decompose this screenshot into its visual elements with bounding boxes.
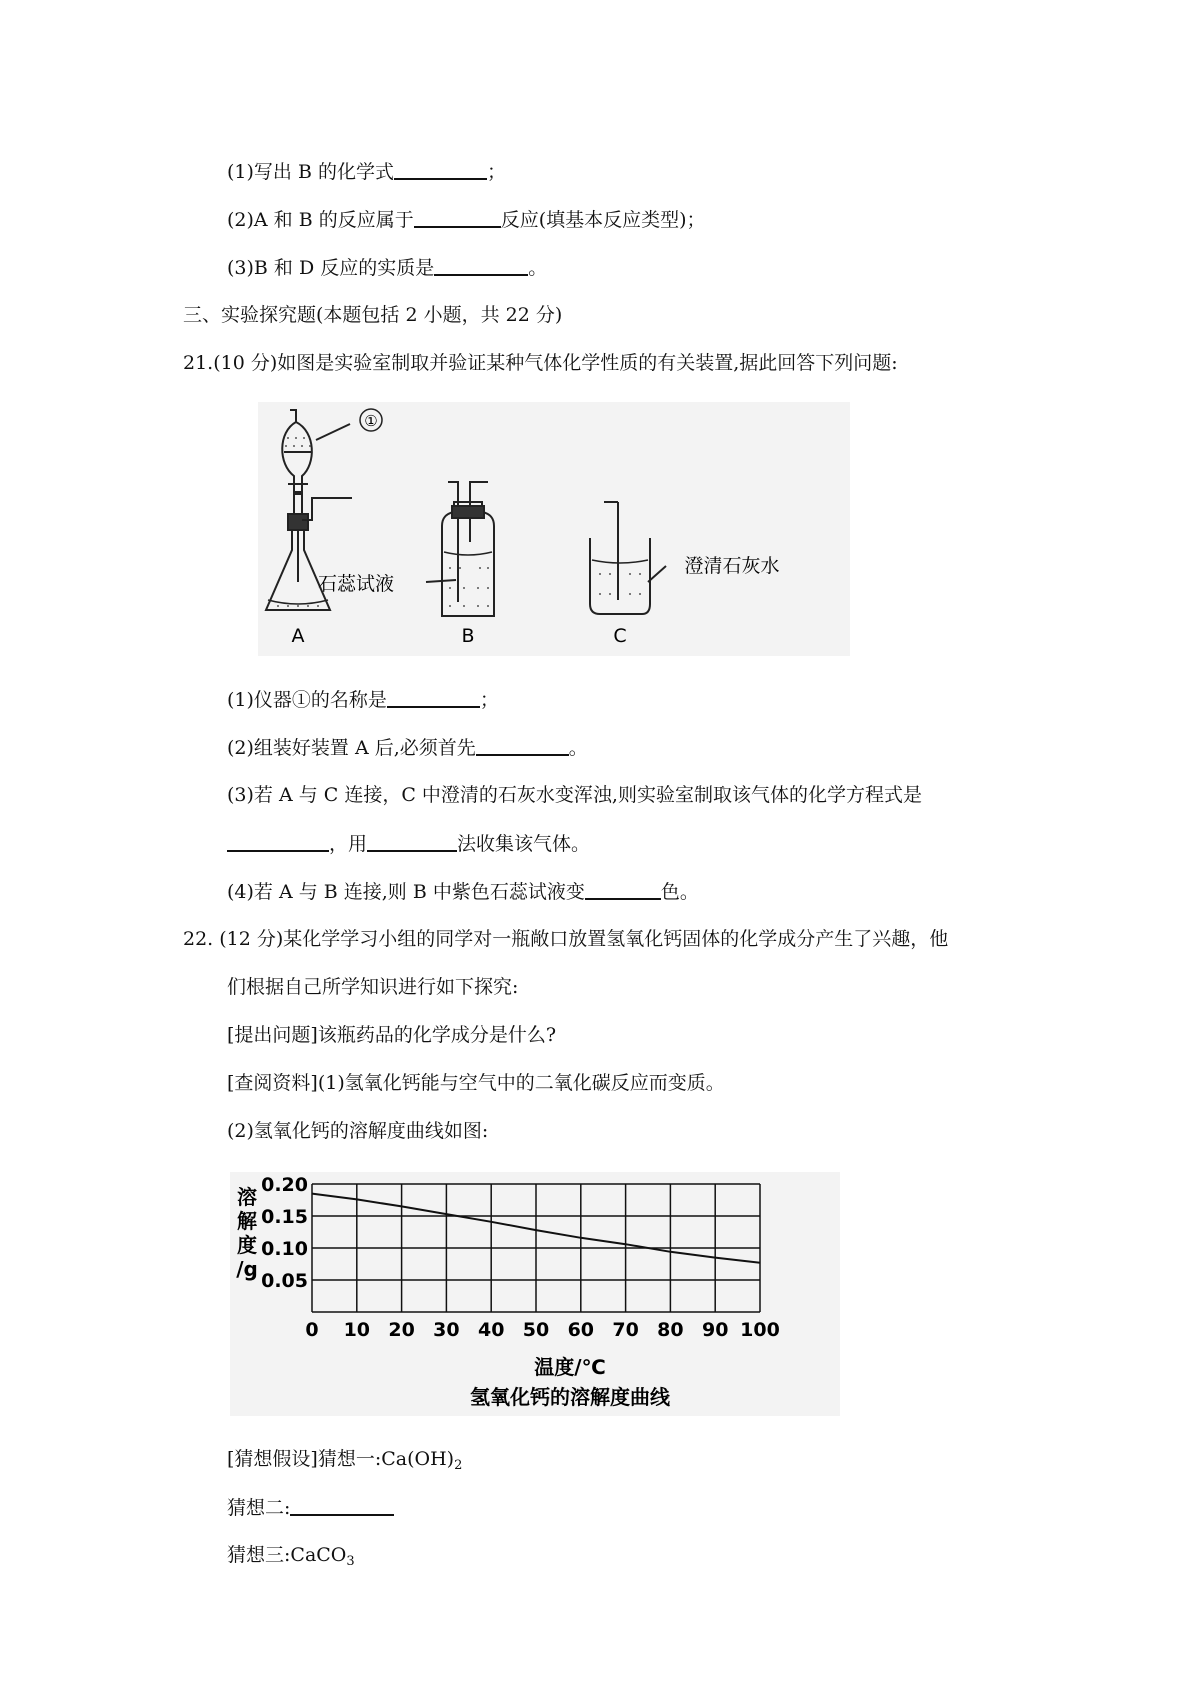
q22-question: [提出问题]该瓶药品的化学成分是什么? (227, 1024, 557, 1046)
punct: ； (479, 689, 499, 711)
q21-part3-mid: ，用 (329, 833, 368, 855)
q20-part2-tail: 反应(填基本反应类型)； (500, 209, 706, 231)
x-tick-label: 50 (522, 1319, 550, 1341)
q21-part1-text: (1)仪器①的名称是 (227, 689, 387, 711)
punct: ； (486, 161, 506, 183)
q21-part3-tail: 法收集该气体。 (457, 833, 591, 855)
x-tick-label: 90 (701, 1319, 729, 1341)
guess3-subscript: 3 (346, 1554, 355, 1569)
q22-info1: [查阅资料](1)氢氧化钙能与空气中的二氧化碳反应而变质。 (227, 1072, 725, 1094)
x-tick-label: 10 (343, 1319, 371, 1341)
q20-part3-text: (3)B 和 D 反应的实质是 (227, 257, 435, 279)
answer-blank[interactable] (476, 738, 569, 756)
section-title: 三、实验探究题(本题包括 2 小题，共 22 分) (183, 304, 563, 326)
q21-part3-line1: (3)若 A 与 C 连接，C 中澄清的石灰水变浑浊,则实验室制取该气体的化学方程式是 (227, 784, 922, 806)
q21-part4-text: (4)若 A 与 B 连接,则 B 中紫色石蕊试液变 (227, 881, 585, 903)
x-tick-label: 40 (477, 1319, 505, 1341)
answer-blank[interactable] (394, 162, 487, 180)
x-tick-label: 30 (433, 1319, 460, 1341)
guess2-text: 猜想二: (227, 1497, 291, 1519)
q22-stem-line2: 们根据自己所学知识进行如下探究: (227, 976, 519, 998)
q20-part2-text: (2)A 和 B 的反应属于 (227, 209, 414, 231)
x-axis-label: 温度/℃ (534, 1355, 606, 1379)
apparatus-c-label: C (613, 625, 627, 647)
q20-part3 (227, 258, 547, 278)
punct: 。 (568, 737, 588, 759)
y-tick-label: 0.15 (261, 1206, 308, 1228)
q20-part2 (227, 210, 706, 230)
svg-text:度: 度 (237, 1233, 257, 1257)
q21-part2-text: (2)组装好装置 A 后,必须首先 (227, 737, 476, 759)
apparatus-b-label: B (461, 625, 475, 647)
answer-blank[interactable] (227, 834, 329, 852)
answer-blank[interactable] (290, 1498, 394, 1516)
svg-text:解: 解 (237, 1209, 257, 1233)
punct: 。 (528, 257, 548, 279)
x-tick-label: 70 (612, 1319, 639, 1341)
q22-guess2 (227, 1498, 394, 1518)
q22-guess3 (227, 1544, 355, 1569)
answer-blank[interactable] (387, 690, 480, 708)
guess3-text: 猜想三:CaCO (227, 1544, 347, 1566)
x-tick-label: 80 (657, 1319, 684, 1341)
answer-blank[interactable] (367, 834, 457, 852)
litmus-label: 石蕊试液 (317, 573, 395, 595)
x-tick-label: 20 (388, 1319, 415, 1341)
q22-stem-line1: 22. (12 分)某化学学习小组的同学对一瓶敞口放置氢氧化钙固体的化学成分产生了兴趣，他 (183, 928, 949, 950)
apparatus-figure (258, 402, 850, 656)
q21-part1 (227, 690, 499, 710)
q21-part2 (227, 738, 588, 758)
y-tick-label: 0.10 (261, 1238, 308, 1260)
chart-title: 氢氧化钙的溶解度曲线 (470, 1385, 670, 1409)
q21-stem: 21.(10 分)如图是实验室制取并验证某种气体化学性质的有关装置,据此回答下列问题: (183, 352, 898, 374)
marker-label: ① (364, 412, 378, 430)
guess1-text: [猜想假设]猜想一:Ca(OH) (227, 1448, 455, 1470)
x-tick-label: 0 (305, 1319, 319, 1341)
q21-part4 (227, 882, 699, 902)
q20-part1 (227, 162, 506, 182)
y-tick-label: 0.05 (261, 1270, 308, 1292)
y-tick-label: 0.20 (261, 1174, 308, 1196)
limewater-label: 澄清石灰水 (684, 555, 780, 577)
answer-blank[interactable] (434, 258, 528, 276)
x-tick-label: 60 (567, 1319, 595, 1341)
punct: 色。 (660, 881, 699, 903)
answer-blank[interactable] (585, 882, 661, 900)
q22-info2: (2)氢氧化钙的溶解度曲线如图: (227, 1120, 489, 1142)
guess1-subscript: 2 (454, 1458, 463, 1473)
q20-part1-text: (1)写出 B 的化学式 (227, 161, 394, 183)
apparatus-a-label: A (291, 625, 305, 647)
solubility-chart (230, 1172, 840, 1416)
y-axis-label (236, 1185, 258, 1281)
q22-guess1 (227, 1448, 463, 1473)
x-tick-label: 100 (740, 1319, 780, 1341)
svg-text:/g: /g (236, 1257, 258, 1281)
q21-part3-line2 (227, 834, 590, 854)
svg-text:溶: 溶 (237, 1185, 257, 1209)
answer-blank[interactable] (414, 210, 501, 228)
